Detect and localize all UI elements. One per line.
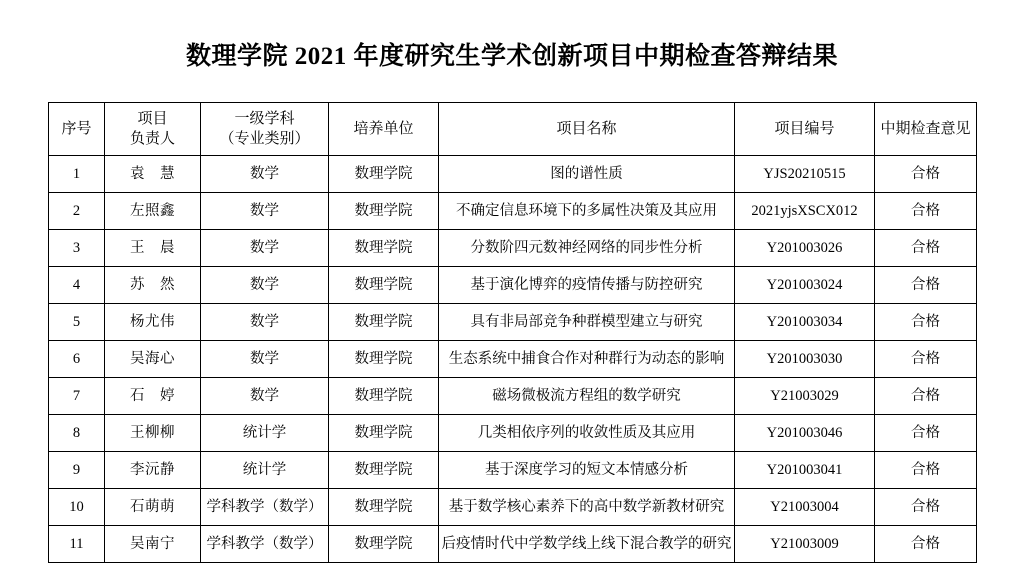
cell-unit: 数理学院	[329, 341, 439, 378]
cell-project-code: Y21003004	[735, 489, 875, 526]
cell-seq: 2	[49, 193, 105, 230]
cell-unit: 数理学院	[329, 304, 439, 341]
cell-discipline: 统计学	[201, 415, 329, 452]
cell-project-name: 基于数学核心素养下的高中数学新教材研究	[439, 489, 735, 526]
cell-leader: 李沅静	[105, 452, 201, 489]
cell-seq: 8	[49, 415, 105, 452]
table-row	[49, 415, 977, 452]
table-row	[49, 489, 977, 526]
table-header-row	[49, 103, 977, 156]
cell-project-name: 几类相依序列的收敛性质及其应用	[439, 415, 735, 452]
cell-project-name: 后疫情时代中学数学线上线下混合教学的研究	[439, 526, 735, 563]
cell-project-name: 磁场微极流方程组的数学研究	[439, 378, 735, 415]
results-table	[48, 102, 977, 563]
column-header-seq: 序号	[49, 103, 105, 156]
cell-discipline: 数学	[201, 304, 329, 341]
column-header-project-code: 项目编号	[735, 103, 875, 156]
table-body	[49, 156, 977, 563]
cell-project-code: Y201003030	[735, 341, 875, 378]
cell-unit: 数理学院	[329, 526, 439, 563]
cell-unit: 数理学院	[329, 452, 439, 489]
cell-project-name: 具有非局部竞争种群模型建立与研究	[439, 304, 735, 341]
cell-unit: 数理学院	[329, 156, 439, 193]
cell-project-name: 不确定信息环境下的多属性决策及其应用	[439, 193, 735, 230]
cell-leader: 石萌萌	[105, 489, 201, 526]
column-header-opinion: 中期检查意见	[875, 103, 977, 156]
cell-leader: 王 晨	[105, 230, 201, 267]
column-header-project-name: 项目名称	[439, 103, 735, 156]
cell-project-code: Y201003034	[735, 304, 875, 341]
cell-project-name: 分数阶四元数神经网络的同步性分析	[439, 230, 735, 267]
cell-unit: 数理学院	[329, 267, 439, 304]
column-header-leader-line1: 项目	[137, 110, 168, 127]
column-header-discipline-line1: 一级学科	[234, 110, 295, 127]
cell-seq: 6	[49, 341, 105, 378]
cell-seq: 5	[49, 304, 105, 341]
page-title: 数理学院 2021 年度研究生学术创新项目中期检查答辩结果	[185, 43, 838, 70]
cell-opinion: 合格	[875, 193, 977, 230]
cell-project-code: Y201003041	[735, 452, 875, 489]
cell-seq: 9	[49, 452, 105, 489]
cell-seq: 7	[49, 378, 105, 415]
cell-seq: 4	[49, 267, 105, 304]
results-table-container	[48, 102, 976, 563]
cell-unit: 数理学院	[329, 378, 439, 415]
cell-discipline: 数学	[201, 156, 329, 193]
cell-project-code: YJS20210515	[735, 156, 875, 193]
cell-leader: 吴海心	[105, 341, 201, 378]
cell-opinion: 合格	[875, 452, 977, 489]
cell-project-name: 基于演化博弈的疫情传播与防控研究	[439, 267, 735, 304]
cell-unit: 数理学院	[329, 489, 439, 526]
cell-unit: 数理学院	[329, 415, 439, 452]
cell-seq: 1	[49, 156, 105, 193]
cell-opinion: 合格	[875, 378, 977, 415]
cell-project-name: 基于深度学习的短文本情感分析	[439, 452, 735, 489]
table-row	[49, 230, 977, 267]
cell-project-code: Y21003009	[735, 526, 875, 563]
cell-discipline: 统计学	[201, 452, 329, 489]
cell-leader: 左照鑫	[105, 193, 201, 230]
cell-opinion: 合格	[875, 267, 977, 304]
cell-leader: 吴南宁	[105, 526, 201, 563]
cell-opinion: 合格	[875, 526, 977, 563]
column-header-unit: 培养单位	[329, 103, 439, 156]
table-row	[49, 304, 977, 341]
cell-discipline: 学科教学（数学）	[201, 526, 329, 563]
cell-discipline: 数学	[201, 230, 329, 267]
cell-project-code: Y201003046	[735, 415, 875, 452]
cell-leader: 杨尤伟	[105, 304, 201, 341]
table-row	[49, 193, 977, 230]
cell-opinion: 合格	[875, 156, 977, 193]
cell-project-code: Y21003029	[735, 378, 875, 415]
cell-seq: 11	[49, 526, 105, 563]
cell-opinion: 合格	[875, 415, 977, 452]
cell-discipline: 学科教学（数学）	[201, 489, 329, 526]
column-header-leader-line2: 负责人	[129, 131, 175, 147]
cell-leader: 王柳柳	[105, 415, 201, 452]
column-header-leader	[105, 103, 201, 156]
table-row	[49, 156, 977, 193]
cell-unit: 数理学院	[329, 230, 439, 267]
table-row	[49, 452, 977, 489]
cell-opinion: 合格	[875, 304, 977, 341]
cell-discipline: 数学	[201, 378, 329, 415]
cell-project-name: 图的谱性质	[439, 156, 735, 193]
cell-opinion: 合格	[875, 489, 977, 526]
table-row	[49, 526, 977, 563]
cell-discipline: 数学	[201, 193, 329, 230]
table-row	[49, 378, 977, 415]
cell-project-code: Y201003026	[735, 230, 875, 267]
cell-seq: 10	[49, 489, 105, 526]
column-header-discipline	[201, 103, 329, 156]
cell-discipline: 数学	[201, 267, 329, 304]
column-header-discipline-line2: （专业类别）	[219, 131, 310, 147]
cell-leader: 袁 慧	[105, 156, 201, 193]
table-row	[49, 267, 977, 304]
table-row	[49, 341, 977, 378]
cell-leader: 石 婷	[105, 378, 201, 415]
cell-project-code: Y201003024	[735, 267, 875, 304]
cell-opinion: 合格	[875, 341, 977, 378]
cell-unit: 数理学院	[329, 193, 439, 230]
cell-discipline: 数学	[201, 341, 329, 378]
cell-opinion: 合格	[875, 230, 977, 267]
cell-seq: 3	[49, 230, 105, 267]
table-header	[49, 103, 977, 156]
cell-project-name: 生态系统中捕食合作对种群行为动态的影响	[439, 341, 735, 378]
cell-project-code: 2021yjsXSCX012	[735, 193, 875, 230]
cell-leader: 苏 然	[105, 267, 201, 304]
